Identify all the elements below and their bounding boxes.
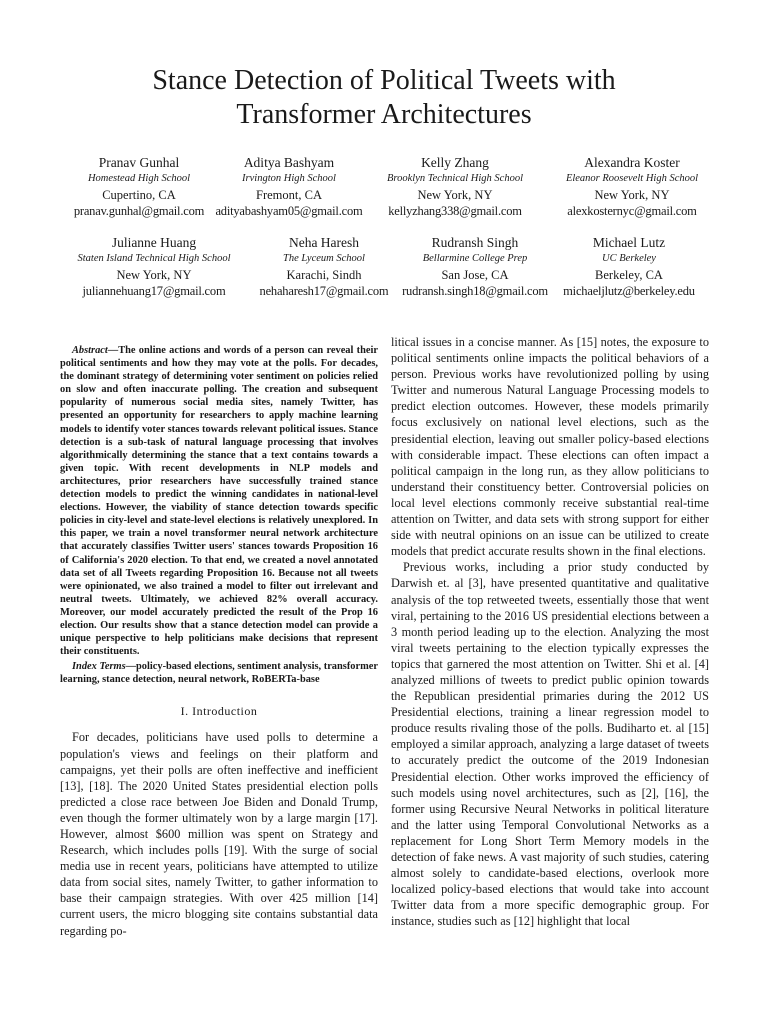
author-block bbox=[194, 155, 384, 219]
left-column bbox=[60, 344, 378, 939]
index-terms-text: —policy-based elections, sentiment analysis, transformer learning, stance detection, neural network, RoBERTa-base bbox=[60, 661, 378, 686]
paragraph: litical issues in a concise manner. As [15] notes, the exposure to political sentiments online impacts the political behaviors of a person. Previous works have revolutionized polling by using Twitter and numerous Natural Language Processing models to predict election outcomes. However, these models primarily focus exclusively on national level elections, such as the presidential election, leaving out smaller policy-based elections with considerable impact. These elections can often impact a political campaign in the long run, as they allow politicians to understand their constituency better. Controversial policies on local level elections commonly receive substantial real-time attention on Twitter, and data sets with strong support for either side with neutral opinions on an issue can be utilized to create models that predict accurate results shown in the final elections. bbox=[391, 335, 709, 559]
author-location: Fremont, CA bbox=[256, 188, 322, 202]
section-heading: I. Introduction bbox=[180, 704, 258, 719]
abstract-label: Abstract bbox=[72, 345, 108, 356]
author-affiliation: Bellarmine College Prep bbox=[422, 253, 528, 264]
paragraph: For decades, politicians have used polls to determine a population's views and feelings on their platform and campaigns, yet their polls are often ineffective and inefficient [13], [18]. The 2020 United States presidential election polls predicted a close race between Joe Biden and Donald Trump, even though the former ultimately won by a large margin [17]. However, almost $600 million was spent on Strategy and Research, which includes polls [19]. With the surge of social media use in recent years, politicians have attempted to utilize data from social sites, namely Twitter, to gather information to base their campaign strategies. With over 425 million [14] current users, the micro blogging site contains substantial data regarding po- bbox=[60, 730, 378, 938]
author-block bbox=[537, 155, 727, 219]
right-column bbox=[391, 334, 709, 929]
author-email: michaeljlutz@berkeley.edu bbox=[563, 284, 695, 298]
author-name: Alexandra Koster bbox=[584, 155, 680, 170]
author-name: Julianne Huang bbox=[111, 235, 197, 250]
author-location: New York, NY bbox=[116, 268, 192, 282]
author-name: Aditya Bashyam bbox=[243, 155, 335, 170]
author-email: kellyzhang338@gmail.com bbox=[388, 204, 522, 218]
author-email: rudransh.singh18@gmail.com bbox=[402, 284, 548, 298]
author-location: New York, NY bbox=[594, 188, 670, 202]
index-terms-label: Index Terms bbox=[72, 661, 126, 673]
title-line-1: Stance Detection of Political Tweets with bbox=[152, 65, 616, 96]
abstract bbox=[60, 344, 378, 658]
index-terms bbox=[60, 660, 378, 686]
author-affiliation: Eleanor Roosevelt High School bbox=[565, 173, 699, 184]
author-email: alexkosternyc@gmail.com bbox=[567, 204, 697, 218]
author-location: Karachi, Sindh bbox=[286, 268, 362, 282]
paragraph: Previous works, including a prior study conducted by Darwish et. al [3], have presented quantitative and qualitative analysis of the top retweeted tweets, essentially those that went viral, pertaining to the 2016 US presidential elections between a 3 month period leading up to the election. Analyzing the most viral tweets pertaining to the election typically expresses the topics that garnered the most attention on Twitter. Shi et al. [4] analyzed millions of tweets to predict public opinion towards the Republican presidential primaries during the 2012 US Presidential elections, training a linear regression model to produce results rivaling those of the polls. Budiharto et. al [15] employed a similar approach, analyzing a large dataset of tweets to accurately predict the outcome of the 2019 Indonesian Presidential election. Other works improved the efficiency of such models using novel architectures, such as [2], [16], the former using Recursive Neural Networks in political literature and the latter using Temporal Convolutional Networks as a replacement for Long Short Term Memory models in the detection of fake news. A vast majority of such studies, catering almost solely to candidate-based elections, overlook more localized policy-based elections that would take into account Twitter data from a more specific demographic group. For instance, studies such as [12] highlight that local bbox=[391, 560, 709, 929]
author-email: pranav.gunhal@gmail.com bbox=[73, 204, 205, 218]
author-email: nehaharesh17@gmail.com bbox=[259, 284, 389, 298]
author-location: Cupertino, CA bbox=[102, 188, 176, 202]
title-line-2: Transformer Architectures bbox=[236, 99, 532, 130]
author-affiliation: Irvington High School bbox=[242, 173, 336, 184]
author-email: adityabashyam05@gmail.com bbox=[215, 204, 363, 218]
author-block bbox=[534, 235, 724, 299]
author-name: Pranav Gunhal bbox=[98, 155, 180, 170]
author-affiliation: Staten Island Technical High School bbox=[77, 253, 231, 264]
author-affiliation: Homestead High School bbox=[87, 173, 191, 184]
abstract-text: —The online actions and words of a person can reveal their political sentiments and how they may vote at the polls. For decades, the dominant strategy of determining voter sentiment on policies relied on slow and often inaccurate polling. The creation and subsequent popularity of numerous social media sites, namely Twitter, has presented an opportunity for researchers to apply machine learning models to identify voter stances towards relevant political issues. Stance detection is a sub-task of natural language processing that involves algorithmically determining the stance that a text contains towards a given topic. With recent developments in NLP models and architectures, prior researchers have successfully trained stance detection models to predict the winning candidates in national-level elections. However, the viability of stance detection towards specific policies in city-level and state-level elections is relatively unexplored. In this paper, we train a novel transformer neural network architecture that accurately classifies Twitter users' stances towards Proposition 16 of California's 2020 election. To that end, we created a novel annotated data set of all Tweets regarding Proposition 16. Because not all tweets were opinionated, we also trained a model to filter out irrelevant and neutral tweets. Ultimately, we achieved 82% overall accuracy. Moreover, our model accurately predicted the result of the Prop 16 election. Our results show that a stance detection model can provide a unique perspective to help politicians make decisions that represent their constituents. bbox=[60, 345, 378, 658]
author-name: Rudransh Singh bbox=[431, 235, 519, 250]
author-block bbox=[59, 235, 249, 299]
author-affiliation: The Lyceum School bbox=[283, 253, 365, 264]
author-name: Michael Lutz bbox=[592, 235, 666, 250]
author-block bbox=[360, 155, 550, 219]
author-name: Neha Haresh bbox=[288, 235, 360, 250]
author-affiliation: UC Berkeley bbox=[602, 253, 656, 264]
author-location: San Jose, CA bbox=[441, 268, 509, 282]
author-location: Berkeley, CA bbox=[595, 268, 663, 282]
author-email: juliannehuang17@gmail.com bbox=[82, 284, 226, 298]
paper-title bbox=[0, 64, 768, 132]
author-name: Kelly Zhang bbox=[421, 155, 489, 170]
author-location: New York, NY bbox=[417, 188, 493, 202]
author-affiliation: Brooklyn Technical High School bbox=[387, 173, 523, 184]
